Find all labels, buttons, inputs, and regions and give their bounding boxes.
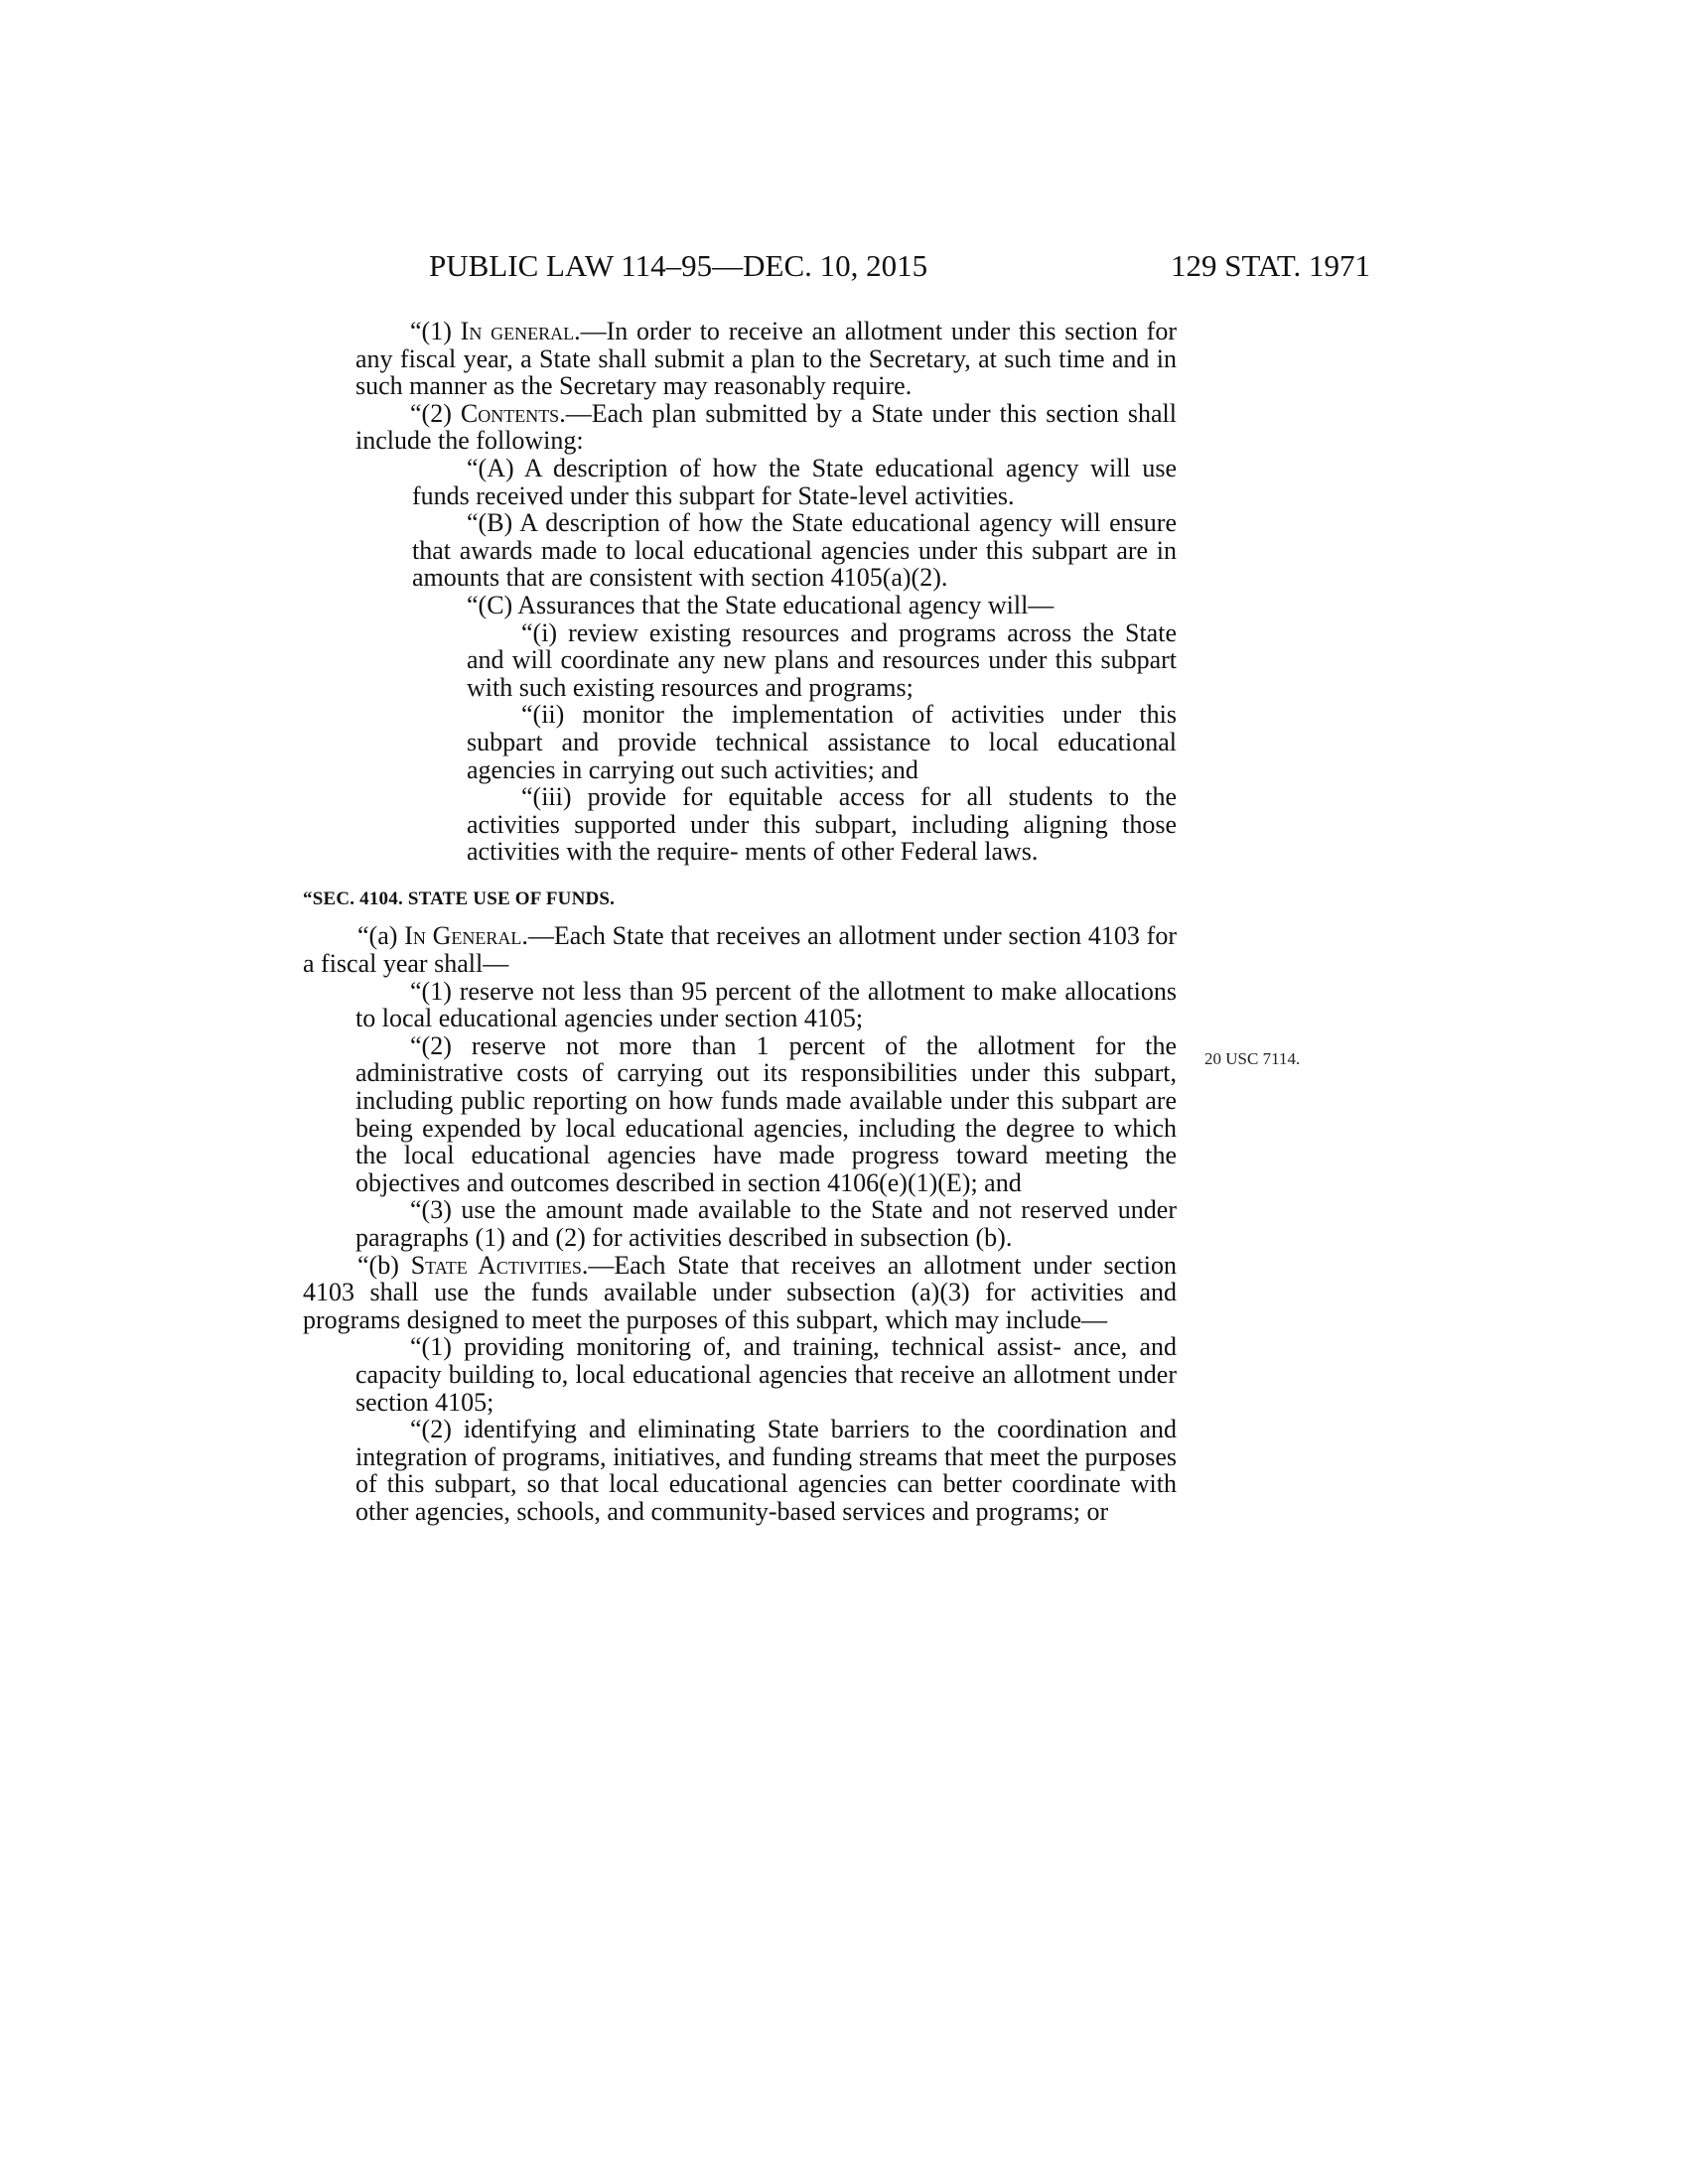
- paragraph-a1: “(1) reserve not less than 95 percent of the allotment to make allocations to local educational agencies under section 4105;: [355, 976, 1177, 1033]
- paragraph-b2: “(2) identifying and eliminating State barriers to the coordination and integration of programs, initiatives, and funding streams that meet the purposes of this subpart, so that local educational agencies can better coordinate with other agencies, schools, and community-based services and programs; or: [355, 1415, 1177, 1526]
- running-title: PUBLIC LAW 114–95—DEC. 10, 2015: [429, 248, 928, 283]
- paragraph-heading: In general: [460, 317, 575, 345]
- paragraph-b-state-activities: “(b) State Activities.—Each State that receives an allotment under section 4103 shall use the funds available under subsection (a)(3) for activities and programs designed to meet the purposes of this subpart, which may include—: [303, 1250, 1177, 1334]
- document-body: [303, 318, 1177, 1526]
- paragraph-2A: “(A) A description of how the State educational agency will use funds received under this subpart for State-level activities.: [412, 453, 1177, 510]
- paragraph-2-contents: “(2) Contents.—Each plan submitted by a State under this section shall include the following:: [355, 398, 1177, 456]
- paragraph-1-in-general: “(1) In general.—In order to receive an allotment under this section for any fiscal year, a State shall submit a plan to the Secretary, at such time and in such manner as the Secretary may reasonably require.: [355, 317, 1177, 401]
- paragraph-b1: “(1) providing monitoring of, and training, technical assist- ance, and capacity building to, local educational agencies that receive an allotment under section 4105;: [355, 1332, 1177, 1417]
- paragraph-a3: “(3) use the amount made available to the State and not reserved under paragraphs (1) and (2) for activities described in subsection (b).: [355, 1195, 1177, 1252]
- paragraph-2C-ii: “(ii) monitor the implementation of activities under this subpart and provide technical assistance to local educational agencies in carrying out such activities; and: [467, 700, 1177, 784]
- paragraph-2C-i: “(i) review existing resources and programs across the State and will coordinate any new plans and resources under this subpart with such existing resources and programs;: [467, 617, 1177, 702]
- margin-citation: 20 USC 7114.: [1204, 1049, 1301, 1068]
- section-heading: “SEC. 4104. STATE USE OF FUNDS.: [303, 887, 616, 909]
- paragraph-2C-iii: “(iii) provide for equitable access for all students to the activities supported under this subpart, including aligning those activities with the require- ments of other Federal laws.: [467, 782, 1177, 867]
- paragraph-heading: In General: [404, 921, 522, 951]
- paragraph-a2: “(2) reserve not more than 1 percent of the allotment for the administrative costs of carrying out its responsibilities under this subpart, including public reporting on how funds made available under this subpart are being expended by local educational agencies, including the degree to which the local educational agencies have made progress toward meeting the objectives and outcomes described in section 4106(e)(1)(E); and: [355, 1030, 1177, 1197]
- paragraph-heading: State Activities: [410, 1250, 582, 1280]
- paragraph-heading: Contents: [460, 398, 560, 428]
- page-stat-number: 129 STAT. 1971: [1170, 248, 1370, 283]
- page-header: [407, 248, 1370, 288]
- paragraph-2C: “(C) Assurances that the State educational agency will—: [467, 590, 1055, 619]
- paragraph-2B: “(B) A description of how the State educational agency will ensure that awards made to local educational agencies under this subpart are in amounts that are consistent with section 4105(a)(2).: [412, 508, 1177, 593]
- paragraph-a-in-general: “(a) In General.—Each State that receives an allotment under section 4103 for a fiscal year shall—: [303, 921, 1177, 979]
